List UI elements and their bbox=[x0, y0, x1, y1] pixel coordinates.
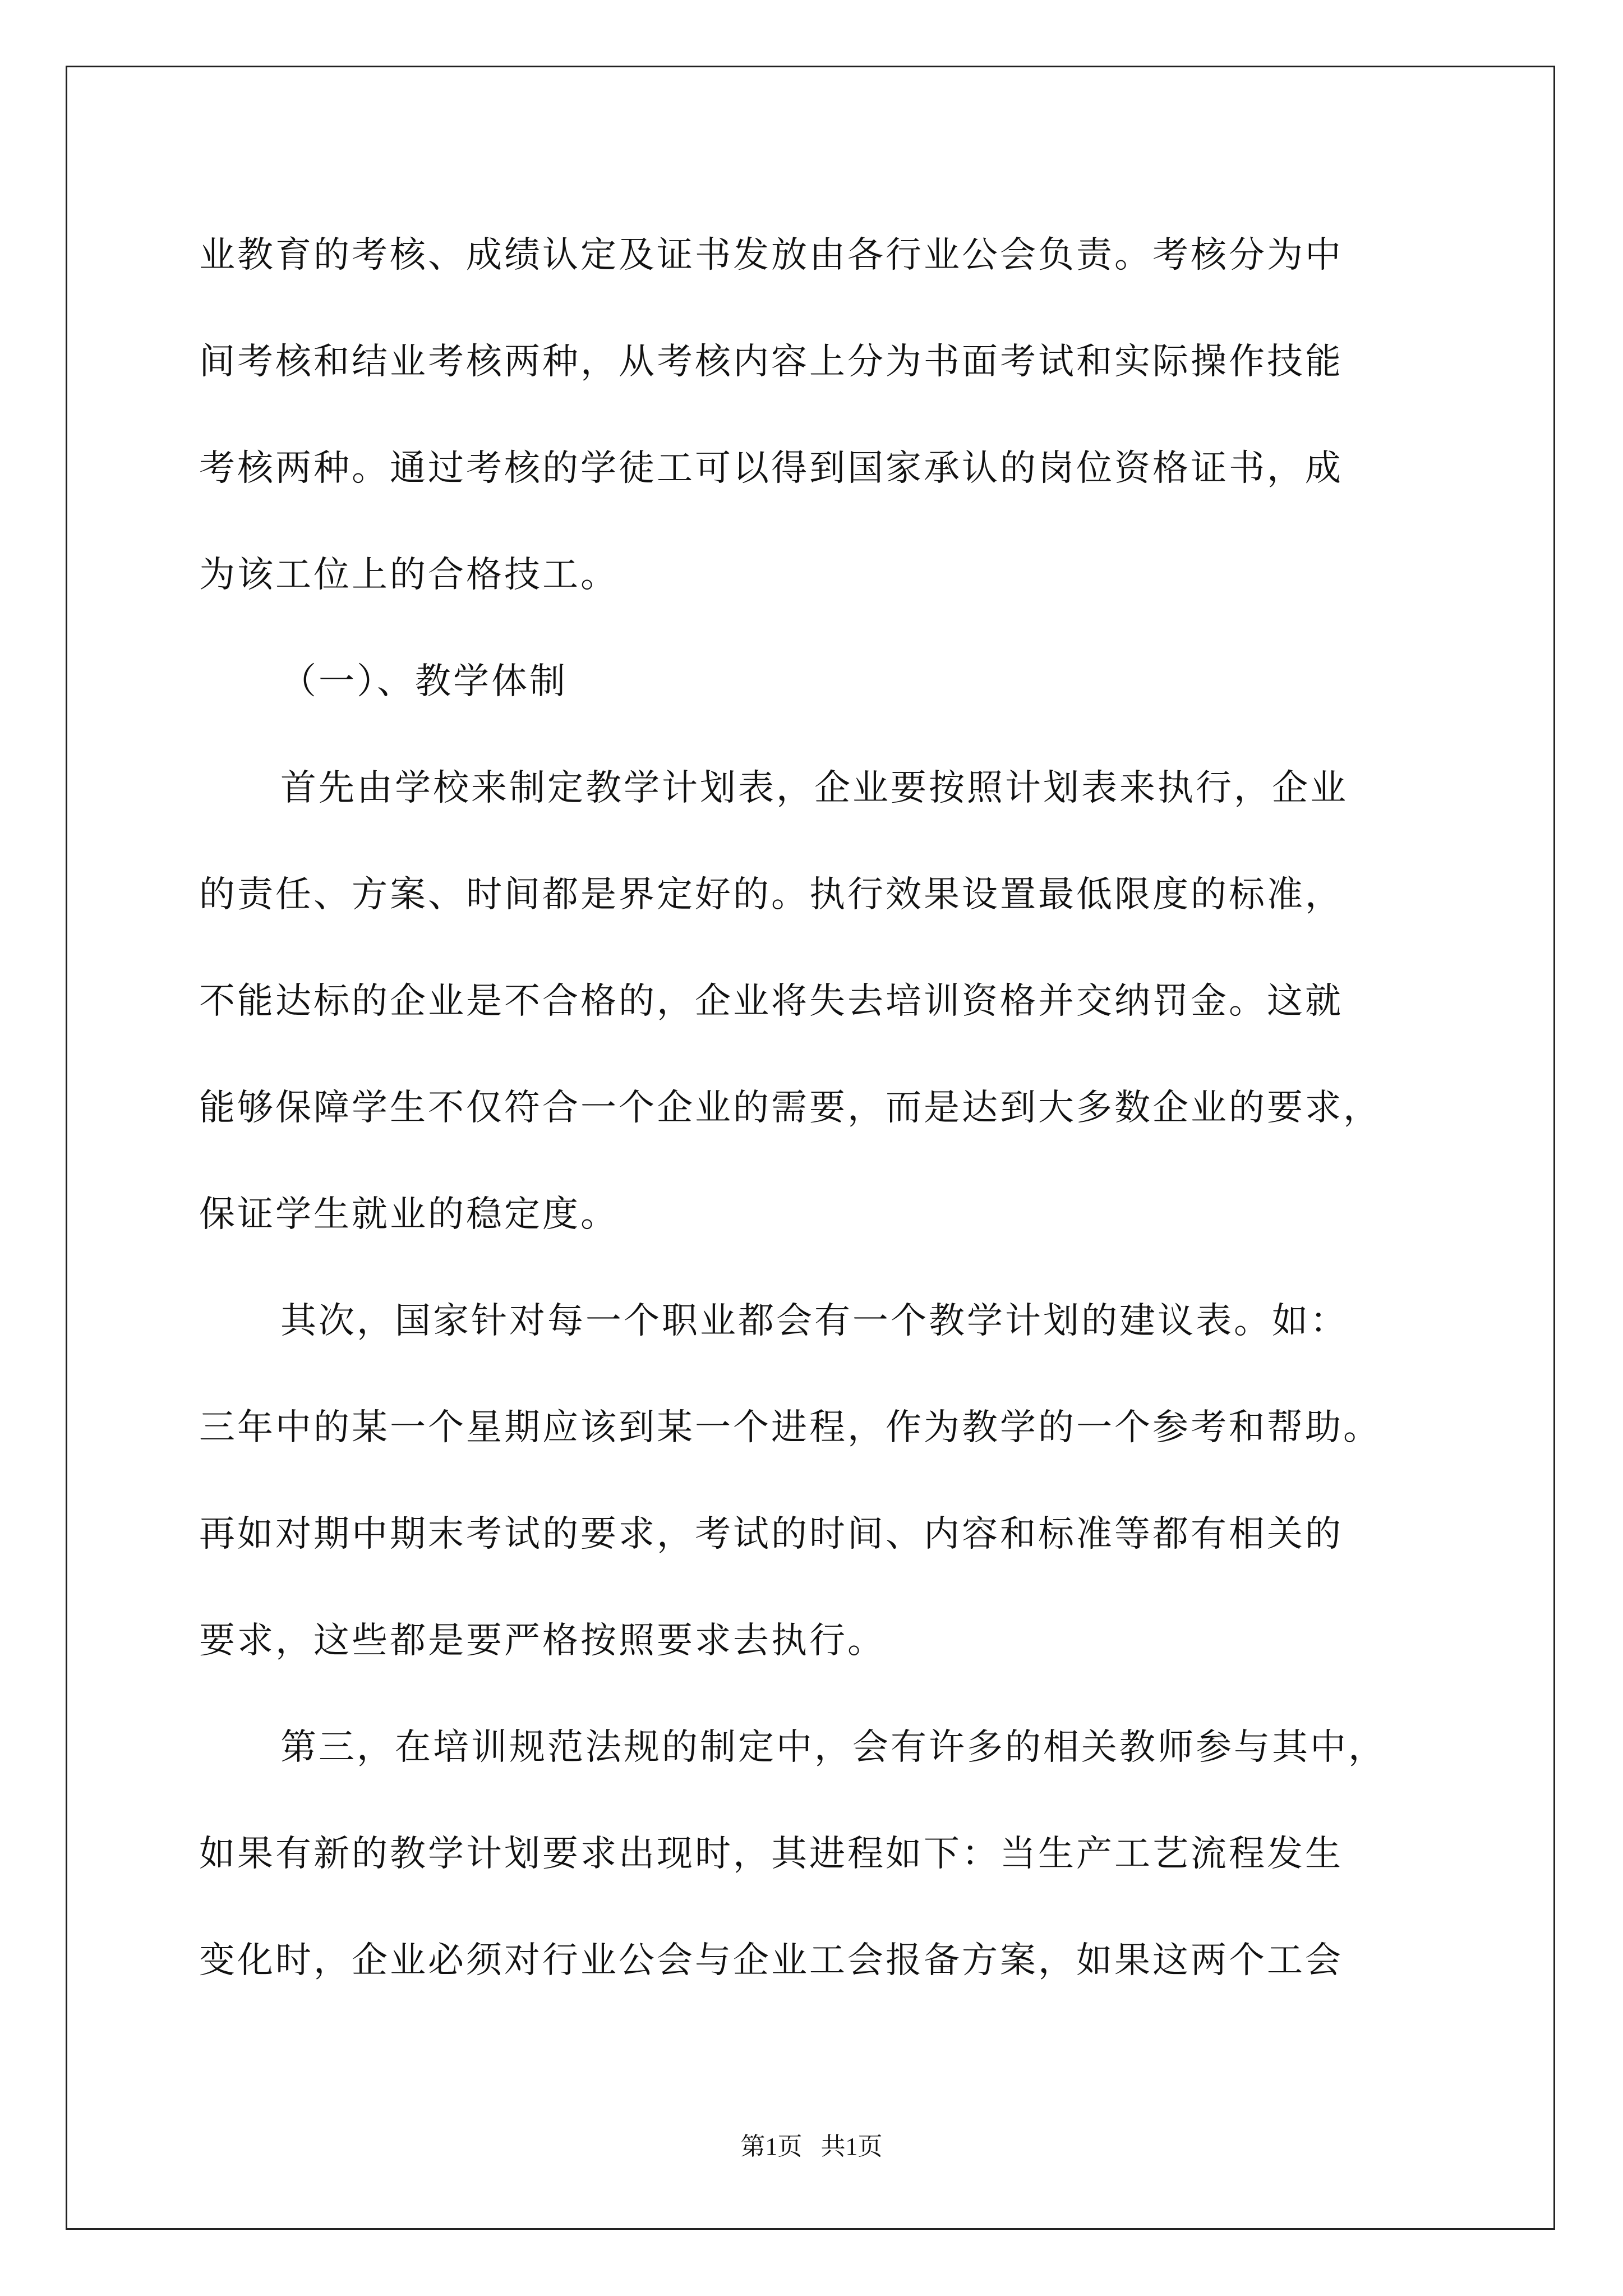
text-line: 如果有新的教学计划要求出现时，其进程如下：当生产工艺流程发生 bbox=[199, 1833, 1343, 1875]
text-line: 不能达标的企业是不合格的，企业将失去培训资格并交纳罚金。这就 bbox=[199, 981, 1343, 1022]
text-line: 要求，这些都是要严格按照要求去执行。 bbox=[199, 1620, 886, 1662]
text-line: 三年中的某一个星期应该到某一个进程，作为教学的一个参考和帮助。 bbox=[199, 1407, 1381, 1448]
text-line: 的责任、方案、时间都是界定好的。执行效果设置最低限度的标准， bbox=[199, 874, 1343, 915]
text-line: 再如对期中期末考试的要求，考试的时间、内容和标准等都有相关的 bbox=[199, 1513, 1343, 1555]
text-line: 业教育的考核、成绩认定及证书发放由各行业公会负责。考核分为中 bbox=[199, 234, 1343, 276]
text-line: 为该工位上的合格技工。 bbox=[199, 554, 619, 596]
text-line: 首先由学校来制定教学计划表，企业要按照计划表来执行，企业 bbox=[280, 767, 1348, 809]
text-line: 考核两种。通过考核的学徒工可以得到国家承认的岗位资格证书，成 bbox=[199, 448, 1343, 489]
text-line: 能够保障学生不仅符合一个企业的需要，而是达到大多数企业的要求， bbox=[199, 1087, 1381, 1129]
text-line: 间考核和结业考核两种，从考核内容上分为书面考试和实际操作技能 bbox=[199, 341, 1343, 383]
section-heading: （一）、教学体制 bbox=[280, 661, 568, 702]
page-footer: 第1页 共1页 bbox=[740, 2133, 883, 2160]
text-line: 其次，国家针对每一个职业都会有一个教学计划的建议表。如： bbox=[280, 1300, 1348, 1342]
document-body bbox=[199, 202, 1427, 2014]
text-line: 保证学生就业的稳定度。 bbox=[199, 1194, 619, 1235]
text-line: 变化时，企业必须对行业公会与企业工会报备方案，如果这两个工会 bbox=[199, 1940, 1343, 1981]
text-line: 第三，在培训规范法规的制定中，会有许多的相关教师参与其中， bbox=[280, 1727, 1386, 1768]
